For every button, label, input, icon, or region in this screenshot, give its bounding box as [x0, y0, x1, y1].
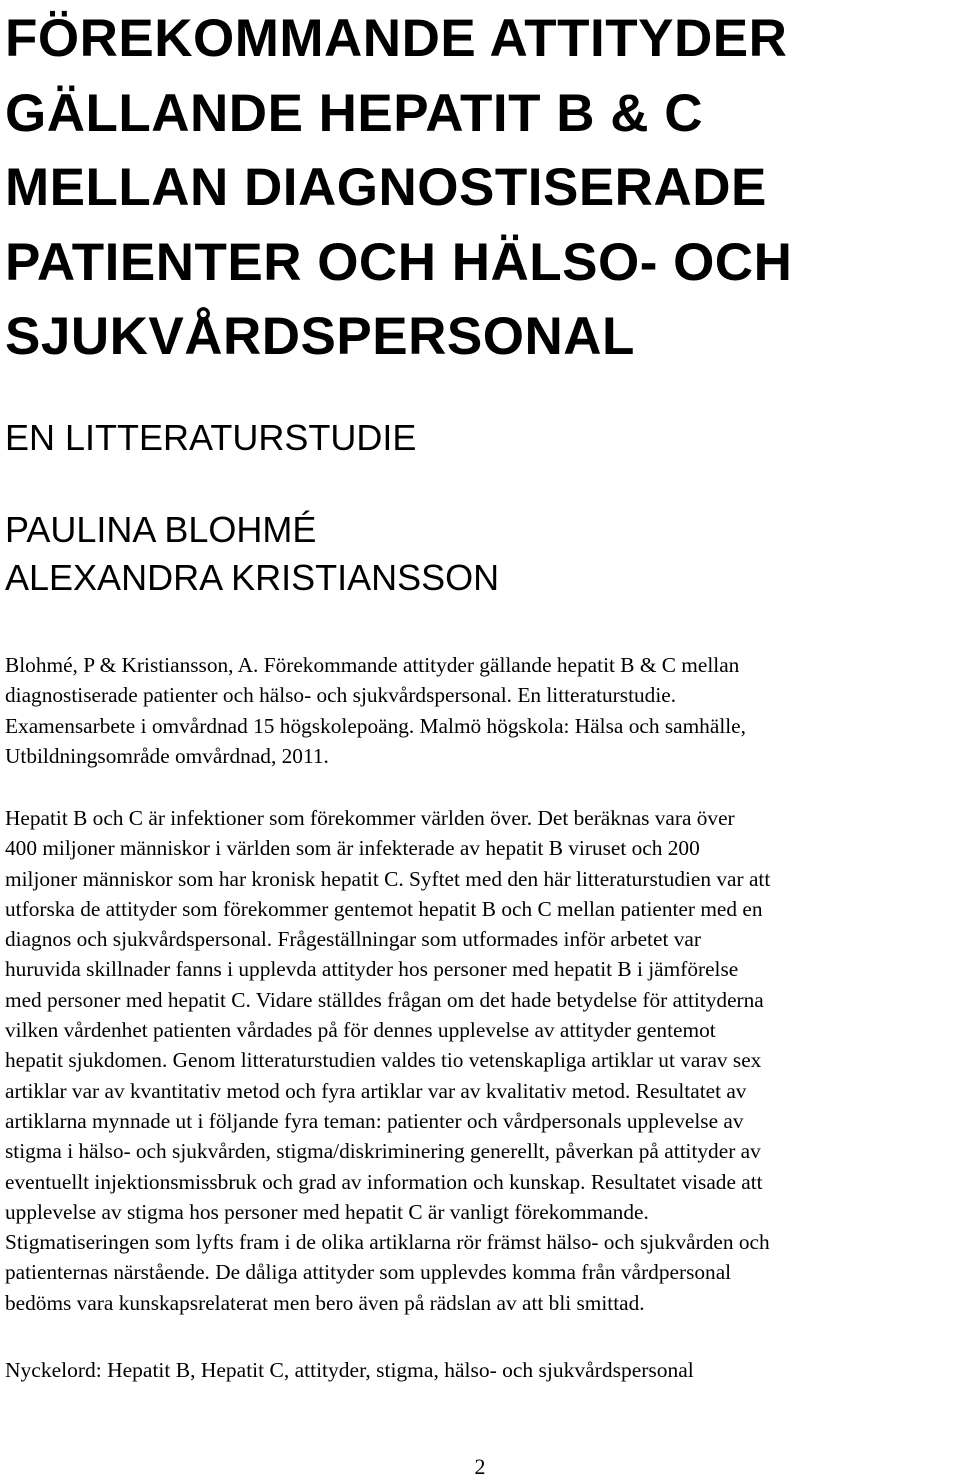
title-line: SJUKVÅRDSPERSONAL — [5, 307, 635, 366]
abstract-paragraph — [5, 803, 957, 1318]
page-number: 2 — [474, 1454, 486, 1479]
title-line: FÖREKOMMANDE ATTITYDER — [5, 9, 788, 68]
abstract-line: patienternas närstående. De dåliga attityder som upplevdes komma från vårdpersonal — [5, 1260, 732, 1285]
title-line: PATIENTER OCH HÄLSO- OCH — [5, 232, 793, 292]
abstract-line: utforska de attityder som förekommer gentemot hepatit B och C mellan patienter med en — [5, 896, 763, 921]
abstract-line: diagnos och sjukvårdspersonal. Frågeställningar som utformades inför arbetet var — [5, 927, 701, 952]
abstract-line: med personer med hepatit C. Vidare ställdes frågan om det hade betydelse för attityderna — [5, 987, 764, 1012]
author-name: PAULINA BLOHMÉ — [5, 509, 317, 550]
author-name: ALEXANDRA KRISTIANSSON — [5, 557, 500, 598]
abstract-line: 400 miljoner människor i världen som är infekterade av hepatit B viruset och 200 — [5, 836, 700, 861]
abstract-line: stigma i hälso- och sjukvården, stigma/diskriminering generellt, påverkan på attityder av — [5, 1139, 761, 1164]
abstract-line: huruvida skillnader fanns i upplevda attityder hos personer med hepatit B i jämförelse — [5, 957, 739, 982]
citation-line: Blohmé, P & Kristiansson, A. Förekommande attityder gällande hepatit B & C mellan — [5, 653, 740, 677]
abstract-line: Hepatit B och C är infektioner som förekommer världen över. Det beräknas vara över — [5, 806, 735, 830]
title-line: MELLAN DIAGNOSTISERADE — [5, 158, 767, 217]
citation-line: Examensarbete i omvårdnad 15 högskolepoäng. Malmö högskola: Hälsa och samhälle, — [5, 713, 746, 738]
abstract-line: miljoner människor som har kronisk hepatit C. Syftet med den här litteraturstudien var att — [5, 866, 771, 891]
abstract-line: eventuellt injektionsmissbruk och grad av information och kunskap. Resultatet visade att — [5, 1169, 763, 1194]
abstract-line: artiklar var av kvantitativ metod och fyra artiklar var av kvalitativ metod. Resultatet av — [5, 1078, 747, 1103]
abstract-line: artiklarna mynnade ut i följande fyra teman: patienter och vårdpersonals upplevelse av — [5, 1108, 744, 1133]
abstract-line: vilken vårdenhet patienten vårdades på för dennes upplevelse av attityder gentemot — [5, 1018, 716, 1043]
citation-line: diagnostiserade patienter och hälso- och sjukvårdspersonal. En litteraturstudie. — [5, 683, 677, 708]
title-line: GÄLLANDE HEPATIT B & C — [5, 83, 704, 143]
abstract-line: hepatit sjukdomen. Genom litteraturstudien valdes tio vetenskapliga artiklar ut varav sex — [5, 1048, 762, 1073]
citation-paragraph — [5, 650, 957, 771]
abstract-line: Stigmatiseringen som lyfts fram i de olika artiklarna rör främst hälso- och sjukvården och — [5, 1230, 770, 1255]
document-title — [5, 2, 955, 375]
abstract-line: upplevelse av stigma hos personer med hepatit C är vanligt förekommande. — [5, 1199, 649, 1224]
citation-line: Utbildningsområde omvårdnad, 2011. — [5, 743, 329, 768]
keywords-line: Nyckelord: Hepatit B, Hepatit C, attityder, stigma, hälso- och sjukvårdspersonal — [5, 1358, 694, 1382]
document-subtitle: EN LITTERATURSTUDIE — [5, 417, 417, 458]
abstract-line: bedöms vara kunskapsrelaterat men bero även på rädslan av att bli smittad. — [5, 1290, 645, 1315]
authors — [5, 506, 499, 602]
